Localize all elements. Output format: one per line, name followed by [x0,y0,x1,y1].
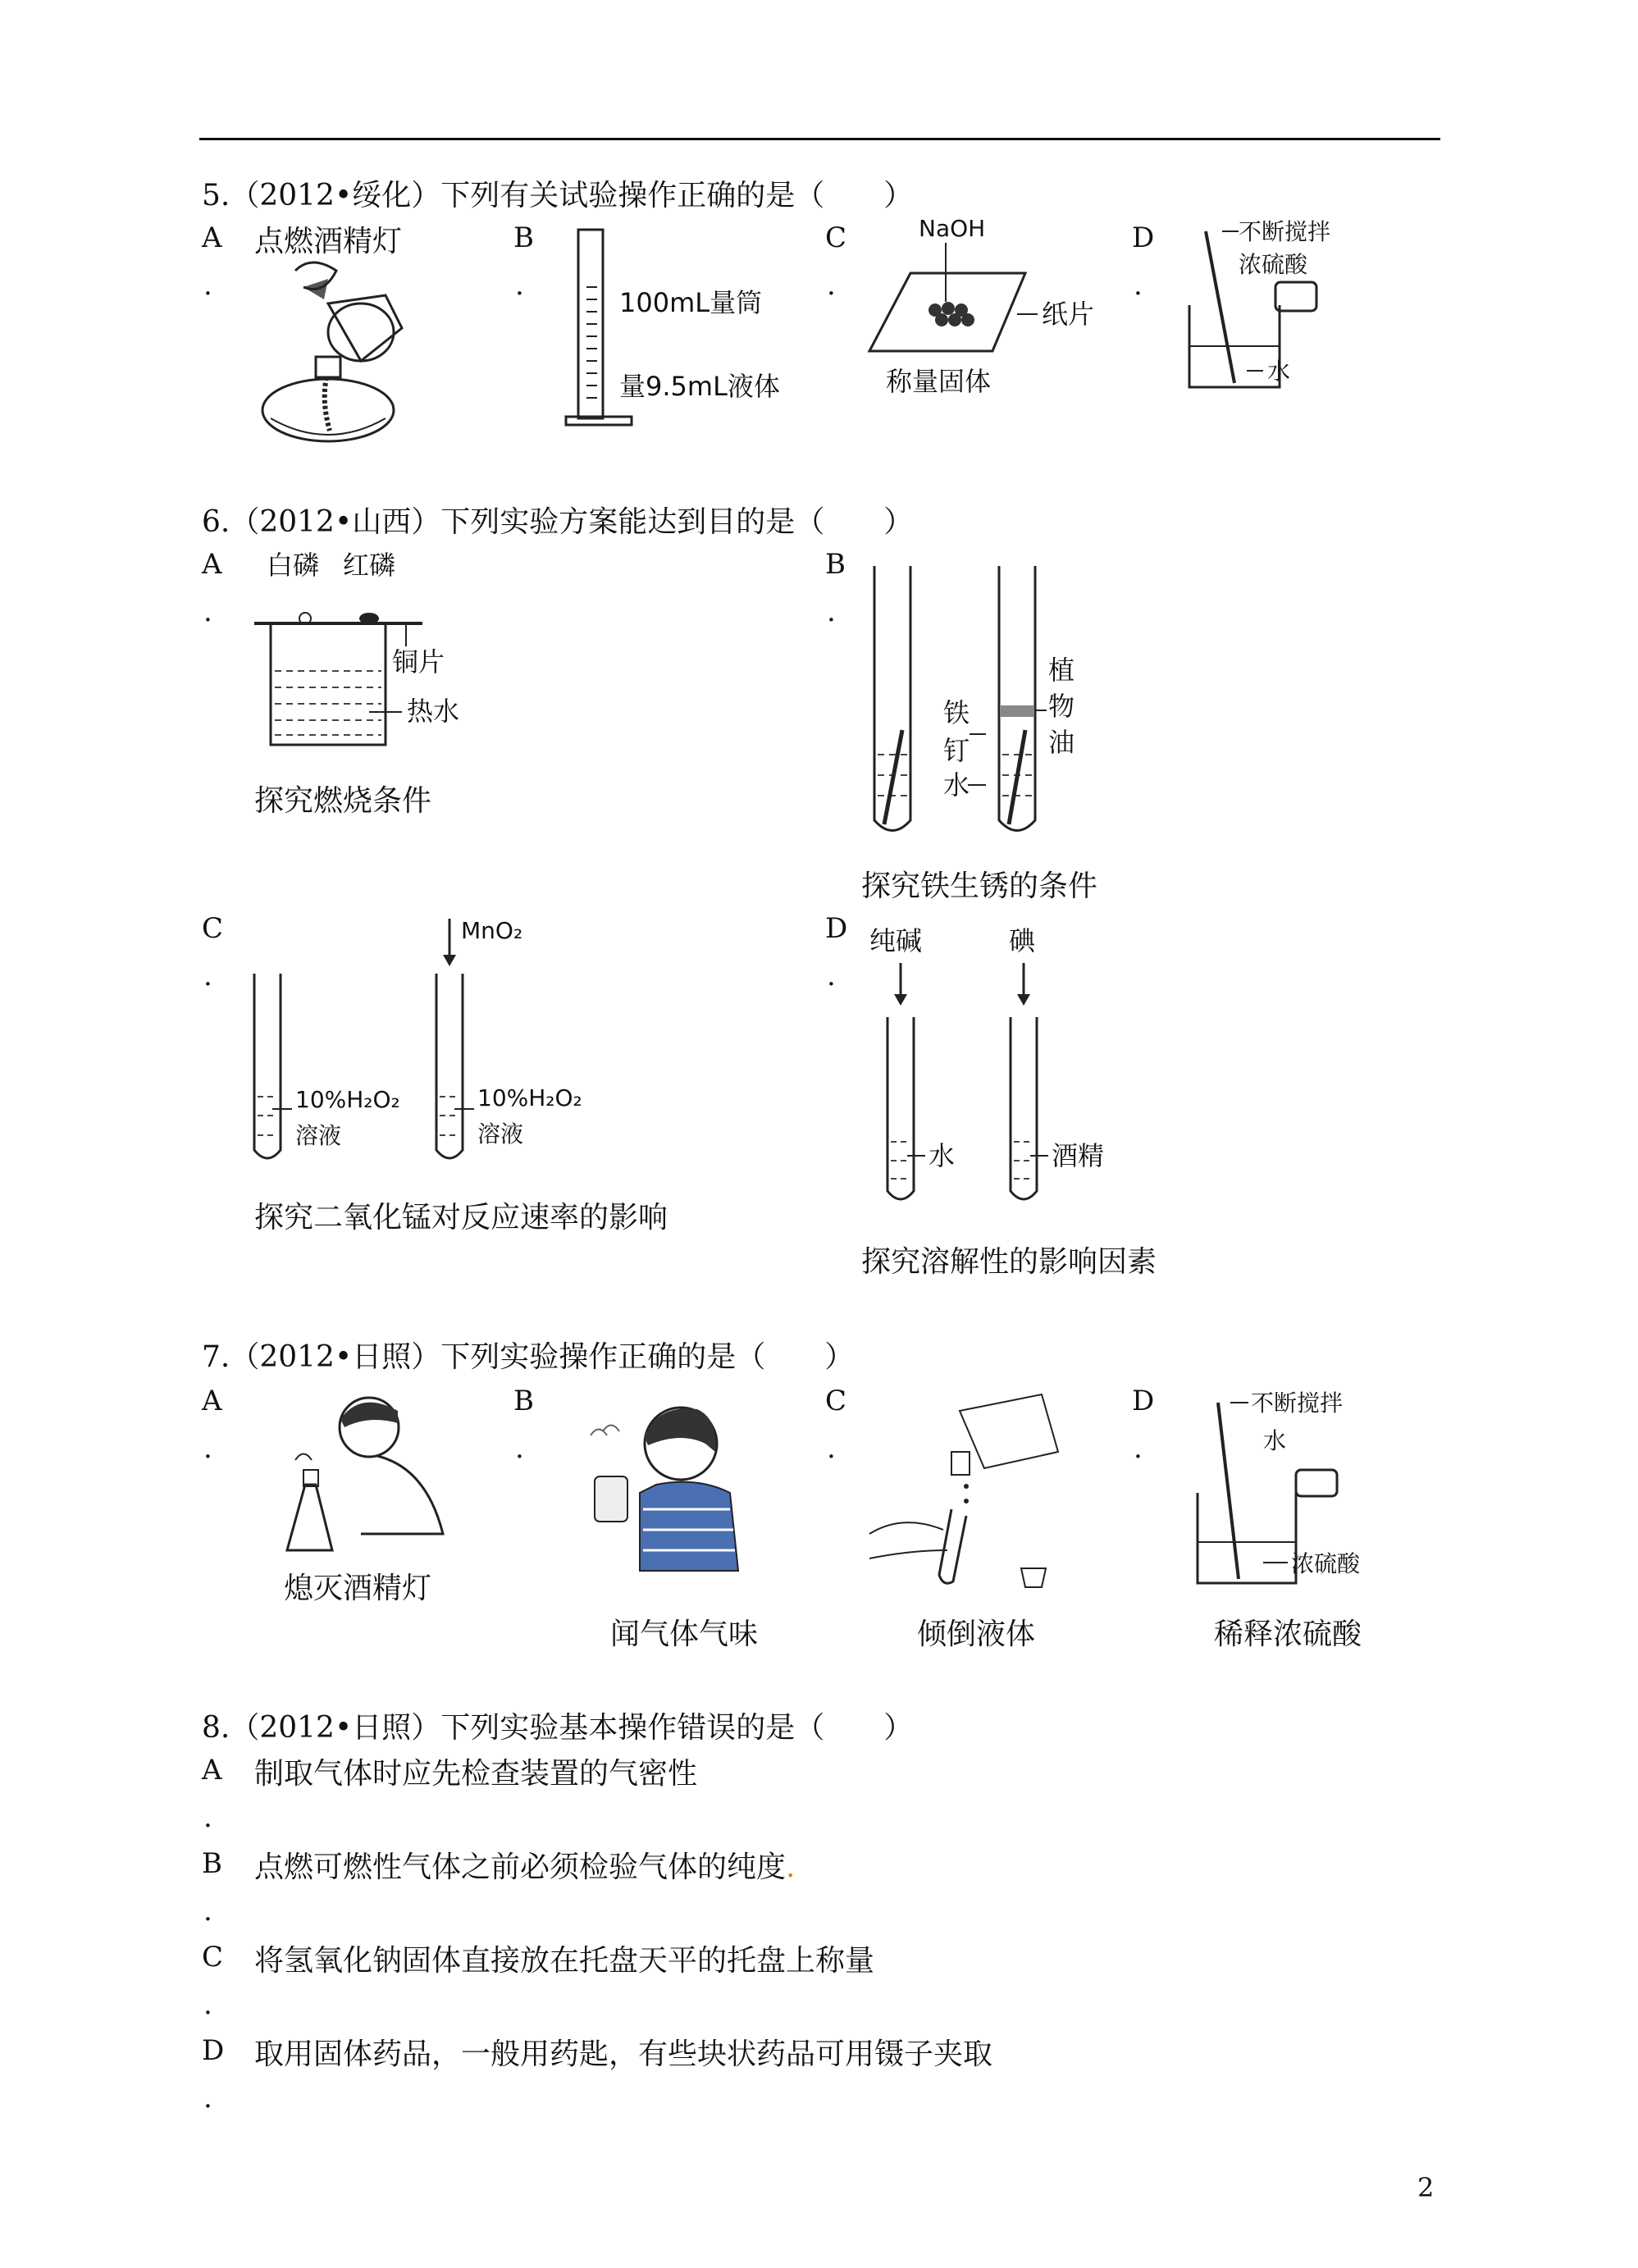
water-label: 水 [1267,358,1291,385]
acid-label: 浓硫酸 [1291,1550,1361,1577]
q6-b-caption: 探究铁生锈的条件 [861,869,1098,903]
option-letter: B [202,1847,222,1880]
q5-a-caption: 点燃酒精灯 [254,225,403,258]
q8-option-b [202,1847,222,1928]
alcohol-label: 酒精 [1052,1140,1105,1171]
header-rule [199,138,1440,140]
option-letter: D [202,2034,225,2067]
weigh-solid-label: 称量固体 [886,366,992,397]
option-dot: . [203,1988,212,2021]
option-dot: . [1134,269,1143,302]
option-letter: C [825,1385,847,1417]
h2o2-label-left: 10%H₂O₂ [295,1086,400,1113]
option-dot: . [827,269,836,302]
option-letter: D [1132,1385,1155,1417]
q8-option-a [202,1754,222,1834]
diluting-acid-wrong-figure [1173,215,1386,404]
option-dot: . [203,269,212,302]
q7-d-caption: 稀释浓硫酸 [1214,1618,1362,1651]
stir-label: 不断搅拌 [1239,218,1331,245]
option-dot: . [203,2082,212,2115]
q6-option-c [202,912,224,993]
water-label: 水 [929,1140,956,1171]
page-number: 2 [1417,2172,1435,2203]
option-letter: C [825,221,847,254]
option-dot: . [1134,1432,1143,1465]
q6-a-caption: 探究燃烧条件 [254,784,432,818]
option-letter: B [825,548,846,581]
option-letter: D [825,912,848,945]
hot-water-label: 热水 [407,696,460,727]
mno2-label: MnO₂ [461,917,523,944]
plant-oil-label-2: 物 [1048,691,1075,722]
lighting-alcohol-lamp-figure [246,254,427,451]
h2o2-label-right: 10%H₂O₂ [477,1084,582,1111]
q5-option-b [513,221,534,302]
q7-b-caption: 闻气体气味 [610,1618,759,1651]
iron-nail-label-2: 钉 [943,735,970,766]
q8-b-text: 点燃可燃性气体之前必须检验气体的纯度 [254,1850,787,1884]
question-8-stem: 8.（2012•日照）下列实验基本操作错误的是（ ） [202,1711,914,1745]
solubility-factor-figure [861,920,1157,1216]
cylinder-label: 100mL量筒 [619,287,763,318]
q8-option-d [202,2034,225,2115]
q7-option-a [202,1385,222,1465]
option-dot: . [203,1432,212,1465]
option-letter: A [202,221,222,254]
water-label: 水 [1263,1427,1287,1454]
plant-oil-label-1: 植 [1048,655,1075,686]
mno2-rate-figure [246,912,623,1166]
q5-option-a [202,221,222,302]
q7-option-c [825,1385,847,1465]
iron-rust-figure [861,558,1124,845]
question-5-stem: 5.（2012•绥化）下列有关试验操作正确的是（ ） [202,179,914,212]
weighing-naoh-figure [861,212,1107,408]
q8-c-text: 将氢氧化钠固体直接放在托盘天平的托盘上称量 [254,1944,875,1978]
option-dot: . [827,1432,836,1465]
option-dot: . [515,1432,524,1465]
option-letter: A [202,1385,222,1417]
q8-b-text-line [254,1844,795,1886]
question-6-stem: 6.（2012•山西）下列实验方案能达到目的是（ ） [202,505,914,539]
paper-label: 纸片 [1042,299,1095,330]
diluting-acid-correct-figure [1181,1386,1427,1599]
copper-sheet-label: 铜片 [392,646,445,678]
plant-oil-label-3: 油 [1048,727,1075,758]
stir-label: 不断搅拌 [1251,1390,1344,1417]
option-dot: . [827,596,836,628]
blowing-out-lamp-figure [246,1378,459,1575]
solution-label-right: 溶液 [477,1120,524,1148]
q8-b-suffix: . [786,1850,796,1884]
white-phosphorus-label: 白磷 [267,550,320,581]
option-letter: C [202,912,224,945]
q6-d-caption: 探究溶解性的影响因素 [861,1245,1157,1279]
option-letter: B [513,221,534,254]
question-7-stem: 7.（2012•日照）下列实验操作正确的是（ ） [202,1340,855,1374]
graduated-cylinder-figure [558,221,804,435]
acid-label: 浓硫酸 [1239,251,1308,278]
option-dot: . [827,960,836,993]
soda-label: 纯碱 [869,925,923,956]
solution-label-left: 溶液 [295,1122,342,1149]
iron-nail-label-1: 铁 [943,697,970,728]
q6-c-caption: 探究二氧化锰对反应速率的影响 [254,1201,668,1234]
pouring-liquid-figure [861,1386,1075,1608]
smelling-gas-figure [558,1386,755,1575]
combustion-condition-figure [246,548,525,769]
q7-c-caption: 倾倒液体 [917,1618,1036,1651]
red-phosphorus-label: 红磷 [343,550,396,581]
q6-option-b [825,548,846,628]
q8-d-text: 取用固体药品，一般用药匙，有些块状药品可用镊子夹取 [254,2038,993,2071]
option-dot: . [203,1801,212,1834]
option-letter: C [202,1941,224,1974]
q8-option-c [202,1941,224,2021]
q6-option-a [202,548,222,628]
option-letter: A [202,1754,222,1787]
water-label: 水 [943,769,970,801]
volume-label: 量9.5mL液体 [619,371,780,402]
option-letter: A [202,548,222,581]
option-dot: . [203,596,212,628]
option-letter: B [513,1385,534,1417]
option-dot: . [203,960,212,993]
q8-a-text: 制取气体时应先检查装置的气密性 [254,1757,698,1791]
q6-option-d [825,912,848,993]
option-dot: . [203,1895,212,1928]
naoh-label: NaOH [919,215,986,242]
q5-option-c [825,221,847,302]
option-dot: . [515,269,524,302]
q5-option-d [1132,221,1155,302]
q7-option-d [1132,1385,1155,1465]
q7-option-b [513,1385,534,1465]
q7-a-caption: 熄灭酒精灯 [284,1572,432,1605]
option-letter: D [1132,221,1155,254]
iodine-label: 碘 [1009,925,1036,956]
